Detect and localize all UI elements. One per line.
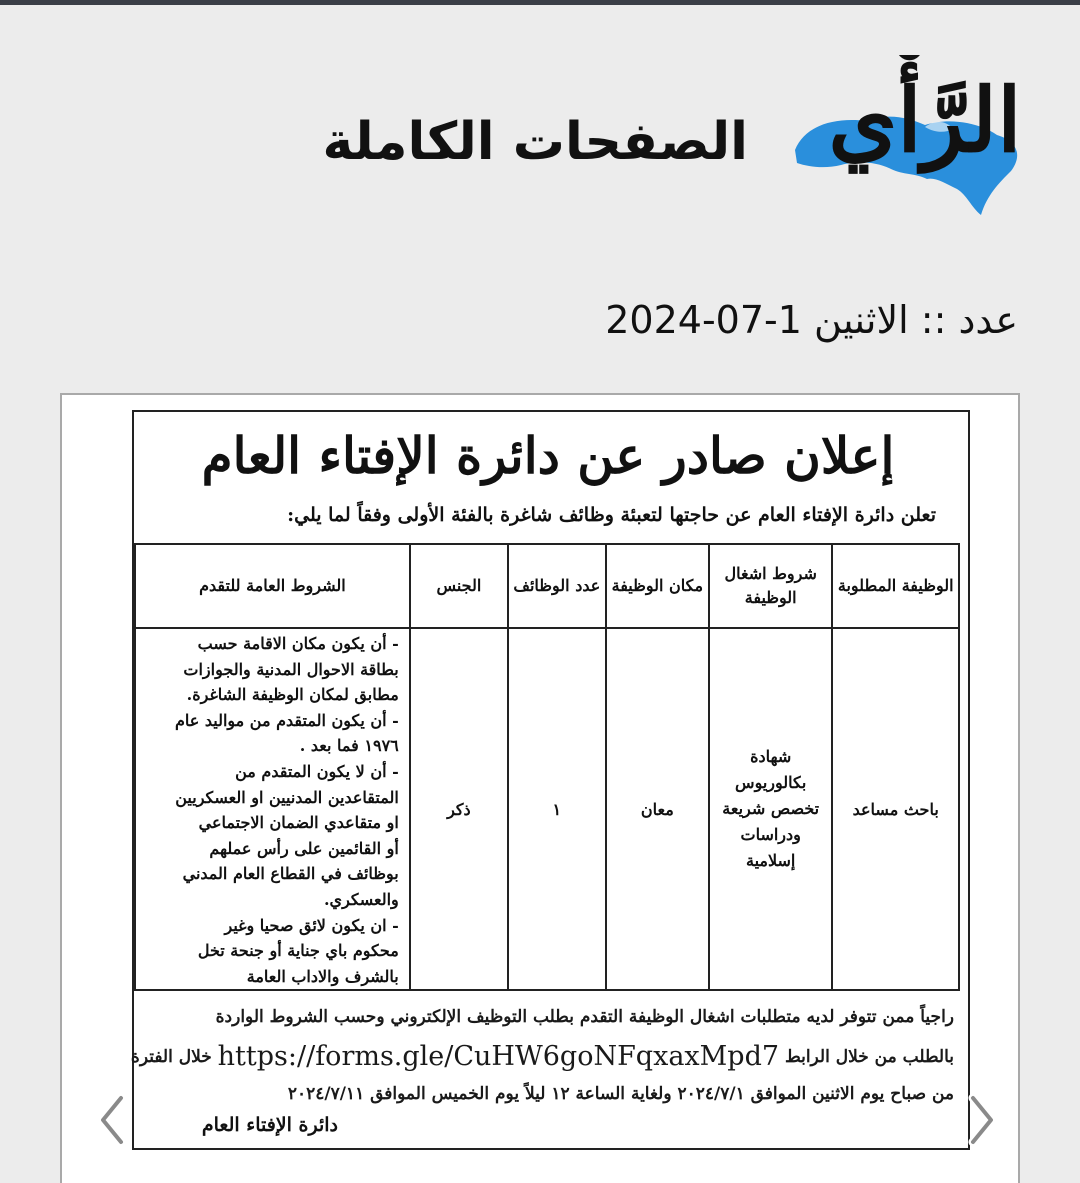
header-qualifications: شروط اشغال الوظيفة <box>709 544 832 628</box>
svg-text:الرَّأْي: الرَّأْي <box>828 68 1022 172</box>
application-instructions <box>130 1007 954 1104</box>
condition-line: - ان يكون لائق صحيا وغير <box>224 915 399 935</box>
condition-line: أو القائمين على رأس عملهم <box>209 838 399 858</box>
instructions-line-2-start: بالطلب من خلال الرابط <box>784 1047 954 1067</box>
ad-title: إعلان صادر عن دائرة الإفتاء العام <box>201 426 895 485</box>
condition-line: مطابق لمكان الوظيفة الشاغرة. <box>186 685 399 705</box>
condition-line: - أن لا يكون المتقدم من <box>235 761 399 781</box>
newspaper-page-image <box>60 393 1020 1183</box>
arab-world-map-icon <box>775 55 1025 225</box>
condition-line: المتقاعدين المدنيين او العسكريين <box>175 787 399 807</box>
cell-gender: ذكر <box>410 628 508 990</box>
issue-label: عدد :: الاثنين <box>814 298 1018 342</box>
cell-job: باحث مساعد <box>832 628 959 990</box>
issue-info <box>605 298 1018 342</box>
chevron-left-icon <box>97 1094 127 1146</box>
condition-line: بطاقة الاحوال المدنية والجوازات <box>183 659 399 679</box>
jobs-table <box>134 543 960 991</box>
next-page-button[interactable] <box>962 1090 1002 1150</box>
condition-line: ١٩٧٦ فما بعد . <box>299 736 399 756</box>
cell-general-conditions <box>135 628 410 990</box>
ad-signature: دائرة الإفتاء العام <box>201 1114 338 1136</box>
alrai-logo <box>775 55 1025 225</box>
header-general-conditions: الشروط العامة للتقدم <box>135 544 410 628</box>
page-title: الصفحات الكاملة <box>322 112 748 172</box>
cell-qualifications: شهادة بكالوريوس تخصص شريعة ودراسات إسلامية <box>709 628 832 990</box>
window-top-bar <box>0 0 1080 5</box>
condition-line: او متقاعدي الضمان الاجتماعي <box>198 813 399 833</box>
header-gender: الجنس <box>410 544 508 628</box>
application-form-link[interactable]: https://forms.gle/CuHW6goNFqxaxMpd7 <box>217 1041 780 1072</box>
instructions-line-3: من صباح يوم الاثنين الموافق ٢٠٢٤/٧/١ ولغاية الساعة ١٢ ليلاً يوم الخميس الموافق ٢٠٢٤/٧/١١ <box>287 1084 954 1104</box>
chevron-right-icon <box>967 1094 997 1146</box>
condition-line: محكوم باي جناية أو جنحة تخل <box>197 941 399 961</box>
header-job: الوظيفة المطلوبة <box>832 544 959 628</box>
table-row <box>135 628 959 990</box>
condition-line: - أن يكون المتقدم من مواليد عام <box>174 710 399 730</box>
instructions-line-1: راجياً ممن تتوفر لديه متطلبات اشغال الوظيفة التقدم بطلب التوظيف الإلكتروني وحسب الشروط الواردة <box>215 1007 954 1027</box>
condition-line: بالشرف والاداب العامة <box>246 966 399 986</box>
header-count: عدد الوظائف <box>508 544 606 628</box>
table-header-row <box>135 544 959 628</box>
job-advertisement <box>132 410 970 1150</box>
issue-date: 2024-07-1 <box>605 298 802 342</box>
condition-line: بوظائف في القطاع العام المدني <box>182 864 399 884</box>
cell-location: معان <box>606 628 709 990</box>
header-location: مكان الوظيفة <box>606 544 709 628</box>
condition-line: والعسكري. <box>323 889 399 909</box>
condition-line: - أن يكون مكان الاقامة حسب <box>197 634 399 653</box>
ad-intro: تعلن دائرة الإفتاء العام عن حاجتها لتعبئة وظائف شاغرة بالفئة الأولى وفقاً لما يلي: <box>287 504 936 526</box>
cell-count: ١ <box>508 628 606 990</box>
instructions-line-2 <box>130 1041 954 1072</box>
previous-page-button[interactable] <box>92 1090 132 1150</box>
instructions-line-2-end: خلال الفترة <box>130 1047 212 1067</box>
